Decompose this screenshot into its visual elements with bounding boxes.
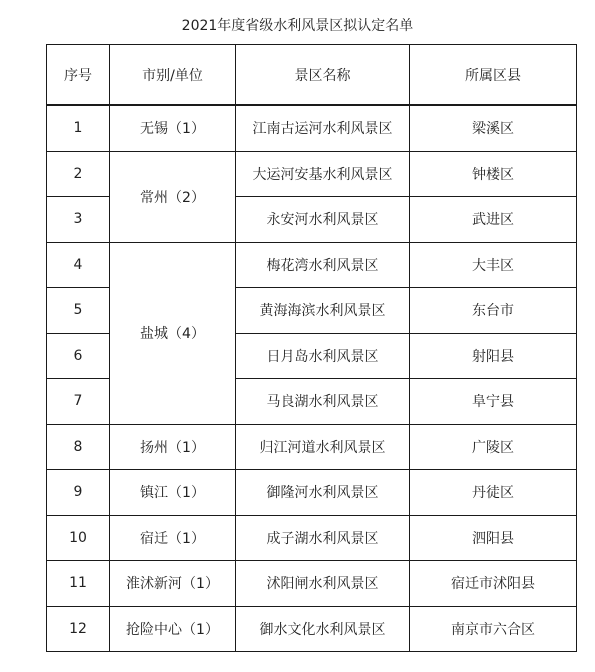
table-row [47,424,577,470]
table-row [47,470,577,516]
table-row [47,606,577,652]
table-row [47,105,577,151]
header-county: 所属区县 [410,45,577,106]
row-county: 东台市 [410,288,577,334]
row-no: 6 [47,333,110,379]
table-row [47,151,577,197]
scenic-area-table [46,44,577,652]
row-no: 7 [47,379,110,425]
row-scenic-name: 沭阳闸水利风景区 [236,561,410,607]
row-no: 11 [47,561,110,607]
row-scenic-name: 大运河安基水利风景区 [236,151,410,197]
row-scenic-name: 归江河道水利风景区 [236,424,410,470]
row-county: 梁溪区 [410,105,577,151]
row-county: 广陵区 [410,424,577,470]
row-county: 泗阳县 [410,515,577,561]
header-no: 序号 [47,45,110,106]
row-city: 扬州（1） [110,424,236,470]
row-no: 3 [47,197,110,243]
row-county: 阜宁县 [410,379,577,425]
row-no: 9 [47,470,110,516]
row-no: 2 [47,151,110,197]
row-scenic-name: 成子湖水利风景区 [236,515,410,561]
row-county: 钟楼区 [410,151,577,197]
row-no: 12 [47,606,110,652]
row-city: 抢险中心（1） [110,606,236,652]
header-city: 市别/单位 [110,45,236,106]
row-county: 南京市六合区 [410,606,577,652]
table-row [47,561,577,607]
row-city: 镇江（1） [110,470,236,516]
row-scenic-name: 永安河水利风景区 [236,197,410,243]
row-scenic-name: 日月岛水利风景区 [236,333,410,379]
row-county: 宿迁市沭阳县 [410,561,577,607]
row-no: 1 [47,105,110,151]
header-scenic-name: 景区名称 [236,45,410,106]
row-city: 盐城（4） [110,242,236,424]
row-no: 4 [47,242,110,288]
row-county: 丹徒区 [410,470,577,516]
row-no: 10 [47,515,110,561]
row-city: 常州（2） [110,151,236,242]
row-no: 5 [47,288,110,334]
row-no: 8 [47,424,110,470]
row-scenic-name: 黄海海滨水利风景区 [236,288,410,334]
table-header-row [47,45,577,106]
row-scenic-name: 江南古运河水利风景区 [236,105,410,151]
row-city: 淮沭新河（1） [110,561,236,607]
row-scenic-name: 御水文化水利风景区 [236,606,410,652]
row-scenic-name: 梅花湾水利风景区 [236,242,410,288]
table-row [47,242,577,288]
table-row [47,515,577,561]
page-title: 2021年度省级水利风景区拟认定名单 [181,18,414,34]
row-county: 大丰区 [410,242,577,288]
row-county: 射阳县 [410,333,577,379]
row-city: 宿迁（1） [110,515,236,561]
row-scenic-name: 御隆河水利风景区 [236,470,410,516]
row-scenic-name: 马良湖水利风景区 [236,379,410,425]
row-county: 武进区 [410,197,577,243]
row-city: 无锡（1） [110,105,236,151]
